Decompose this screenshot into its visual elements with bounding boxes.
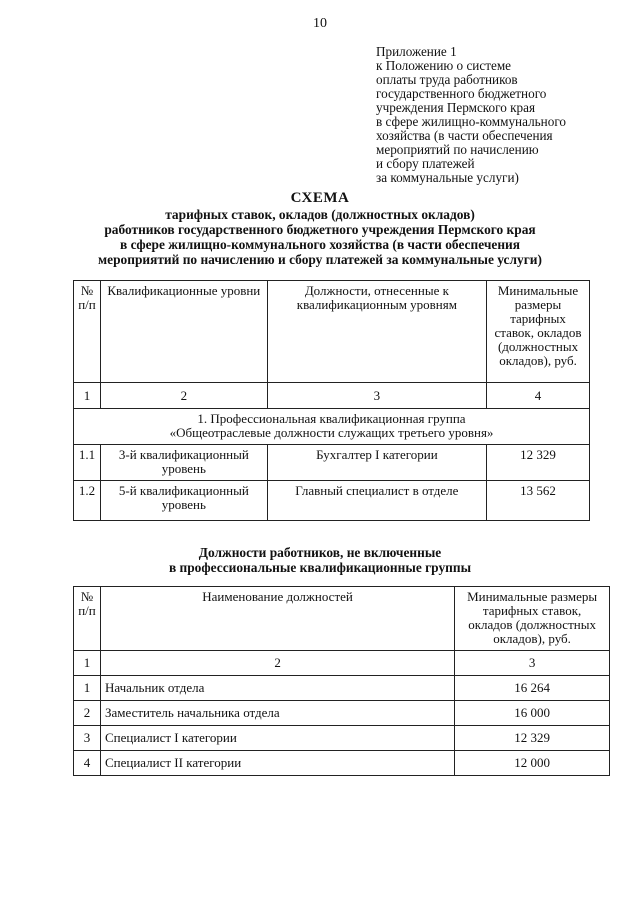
table-header-row [74,587,610,651]
index-cell: 3 [455,651,610,676]
header-positions: Должности, отнесенные к квалификационным уровням [267,281,486,383]
title-main: СХЕМА [290,190,350,206]
row-level: 3-й квалификационный уровень [100,445,267,481]
group-title [74,409,590,445]
appendix-line: и сбору платежей [376,156,475,171]
row-num: 2 [74,701,101,726]
header-salary: Минимальные размеры тарифных ставок, окладов (должностных окладов), руб. [455,587,610,651]
title-line: работников государственного бюджетного учреждения Пермского края [104,222,536,237]
group-title-line: «Общеотраслевые должности служащих третьего уровня» [169,425,494,440]
row-level: 5-й квалификационный уровень [100,481,267,521]
table-row [74,701,610,726]
index-cell: 2 [100,383,267,409]
title-line: мероприятий по начислению и сбору платежей за коммунальные услуги) [98,252,542,267]
table-row [74,481,590,521]
row-num: 3 [74,726,101,751]
page-number: 10 [313,16,327,31]
row-name: Специалист I категории [100,726,454,751]
row-salary: 12 000 [455,751,610,776]
title-line: тарифных ставок, окладов (должностных окладов) [165,207,475,222]
table-row [74,726,610,751]
row-num: 1.2 [74,481,101,521]
index-cell: 1 [74,383,101,409]
row-salary: 12 329 [487,445,590,481]
index-cell: 1 [74,651,101,676]
appendix-line: государственного бюджетного [376,86,547,101]
appendix-line: за коммунальные услуги) [376,170,519,185]
header-name: Наименование должностей [100,587,454,651]
index-cell: 3 [267,383,486,409]
row-salary: 13 562 [487,481,590,521]
row-name: Заместитель начальника отдела [100,701,454,726]
salary-scheme-table [73,280,590,521]
appendix-line: хозяйства (в части обеспечения [376,128,553,143]
table-row [74,676,610,701]
table-index-row [74,651,610,676]
row-salary: 16 000 [455,701,610,726]
row-name: Начальник отдела [100,676,454,701]
appendix-line: Приложение 1 [376,44,457,59]
appendix-line: мероприятий по начислению [376,142,539,157]
index-cell: 2 [100,651,454,676]
title-line: в сфере жилищно-коммунального хозяйства (в части обеспечения [119,237,520,252]
group-title-row [74,409,590,445]
row-num: 1.1 [74,445,101,481]
appendix-line: оплаты труда работников [376,72,518,87]
appendix-line: к Положению о системе [376,58,512,73]
section-title-line: Должности работников, не включенные [198,545,442,560]
row-name: Специалист II категории [100,751,454,776]
row-num: 4 [74,751,101,776]
row-salary: 16 264 [455,676,610,701]
other-positions-table [73,586,610,776]
section-title [0,545,640,575]
row-position: Бухгалтер I категории [267,445,486,481]
index-cell: 4 [487,383,590,409]
table-header-row [74,281,590,383]
group-title-line: 1. Профессиональная квалификационная группа [197,411,466,426]
table-row [74,445,590,481]
document-title [0,190,640,267]
appendix-note [376,45,566,185]
header-num: № п/п [74,281,101,383]
header-salary: Минимальные размеры тарифных ставок, окладов (должностных окладов), руб. [487,281,590,383]
appendix-line: в сфере жилищно-коммунального [376,114,566,129]
section-title-line: в профессиональные квалификационные группы [168,560,472,575]
table-row [74,751,610,776]
row-num: 1 [74,676,101,701]
appendix-line: учреждения Пермского края [376,100,536,115]
header-num: № п/п [74,587,101,651]
row-salary: 12 329 [455,726,610,751]
row-position: Главный специалист в отделе [267,481,486,521]
table-index-row [74,383,590,409]
header-level: Квалификационные уровни [100,281,267,383]
